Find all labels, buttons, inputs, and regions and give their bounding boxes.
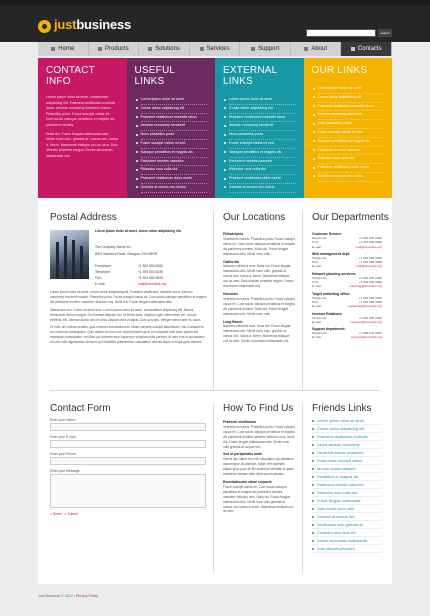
- band-link[interactable]: Parturient montes nascetur: [135, 159, 208, 165]
- band-link[interactable]: Praesent vestibulum molestie lacus: [223, 115, 296, 121]
- section-title-friends-links: Friends Links: [312, 403, 372, 414]
- department-label: E-mail:: [312, 284, 322, 289]
- howto-text: Fusce suscipit varius mi. Cum sociis natoque penatibus et magnis dis parturient montes nascetur ridiculus mus. Nulla dui. Fusce feugiat malesuada odio. Morbi nunc odio gravida at cursus nec luctus a lorem. Maecenas tristique orci ac sem.: [223, 484, 294, 514]
- main-nav: [38, 42, 392, 56]
- department-row: [312, 284, 382, 288]
- location-city: California: [223, 259, 239, 264]
- department-name: Customer Service:: [312, 232, 342, 236]
- location-city: Philadelphia: [223, 232, 243, 236]
- site-footer: Just Business © 2013 | Privacy Policy: [38, 594, 99, 598]
- friend-link[interactable]: Parturient montes nascetur: [312, 481, 382, 489]
- friend-link[interactable]: Conse ctetur adipisicing elit: [312, 425, 382, 433]
- band-link[interactable]: Aenean nonummy hendrerit: [135, 123, 208, 129]
- friend-link[interactable]: Ridiculus mus nulla dui: [312, 489, 382, 497]
- band-link[interactable]: Ridiculus mus nulla dui: [223, 167, 296, 173]
- nav-item-about[interactable]: About: [291, 42, 342, 56]
- band-link[interactable]: Parturient montes nascetur: [312, 148, 385, 154]
- company-name: The Company Name Inc.: [95, 245, 132, 249]
- friend-link[interactable]: Fusce feugiat malesuada: [312, 497, 382, 505]
- nav-item-contacts[interactable]: Contacts: [341, 42, 392, 56]
- divider: [302, 403, 303, 573]
- building-photo: [50, 230, 89, 279]
- section-title-postal: Postal Address: [50, 212, 117, 223]
- name-field[interactable]: [50, 423, 206, 431]
- department-label: FAX:: [312, 240, 319, 245]
- divider: [50, 390, 380, 391]
- department-label: E-mail:: [312, 244, 322, 249]
- department-row: [312, 320, 382, 324]
- department-label: E-mail:: [312, 335, 322, 340]
- services-icon: [200, 47, 204, 51]
- department-label: E-mail:: [312, 319, 322, 324]
- department-row: [312, 245, 382, 249]
- company-address: 8901 Marmora Road, Glasgow, D04 89GR.: [95, 252, 159, 256]
- band-link[interactable]: Aenean nonummy hendrerit: [312, 112, 385, 118]
- search-button[interactable]: search: [378, 29, 392, 37]
- band-external-links: [215, 58, 304, 198]
- address-value: +1 800 559 6580: [138, 264, 163, 268]
- email-field[interactable]: [50, 440, 206, 448]
- band-link[interactable]: Nunc phasellus porta: [223, 132, 296, 138]
- friend-link[interactable]: Odio morbi nunc odio: [312, 505, 382, 513]
- department-value: +1 959 603 6035: [358, 295, 382, 300]
- address-label: FAX:: [95, 276, 103, 280]
- friend-link[interactable]: Vestibulum odio gravida at: [312, 521, 382, 529]
- section-title-how-to-find-us: How To Find Us: [223, 403, 294, 414]
- band-link[interactable]: Praesent vestibulum molestie lacus: [312, 104, 385, 110]
- band-link[interactable]: Aenean nonummy hendrerit: [223, 123, 296, 129]
- department-name: Support department:: [312, 327, 346, 332]
- address-label: E-mail:: [95, 282, 106, 286]
- friend-link[interactable]: Praesent vestibulum molestie: [312, 433, 382, 441]
- location-city: Long Beach: [223, 319, 243, 324]
- department-value: +1 959 603 6035: [358, 275, 382, 280]
- department-name: Network planning services:: [312, 271, 357, 276]
- band-link[interactable]: Natoque penatibus et magnis dis: [135, 150, 208, 156]
- band-contact-info: [38, 58, 127, 198]
- reset-button[interactable]: » Reset: [50, 512, 62, 516]
- department-label: Telephone:: [312, 236, 328, 240]
- message-label: Enter your Message:: [50, 469, 81, 473]
- nav-item-products[interactable]: Products: [89, 42, 140, 56]
- department-label: Telephone:: [312, 315, 328, 320]
- privacy-policy-link[interactable]: Privacy Policy: [75, 594, 99, 598]
- location-text: Vestibulum mauris. Phasellus porta. Fusce suscipit varius mi. Cum sociis natoque penatibus et magnis dis parturient montes. Nulla dui. Fusce feugiat malesuada odio. Morbi nunc odio.: [223, 296, 295, 316]
- department-name: Web management dept:: [312, 251, 351, 256]
- color-bands: [38, 58, 392, 198]
- name-label: Enter your Name:: [50, 418, 76, 422]
- email-link[interactable]: mail@demolink.org: [138, 282, 167, 286]
- band-link[interactable]: Conse ctetur adipisicing elit: [312, 95, 385, 101]
- band-title: EXTERNAL LINKS: [223, 65, 278, 87]
- band-link[interactable]: Conse ctetur adipisicing elit: [223, 106, 296, 112]
- site-header: [0, 6, 430, 42]
- section-title-contact-form: Contact Form: [50, 403, 111, 414]
- friend-link[interactable]: Duis ultricies pharetra: [312, 545, 382, 553]
- department-row: [312, 304, 382, 308]
- department-value: +1 504 889 9898: [358, 280, 382, 285]
- band-link[interactable]: Praesent vestibulum dolor morbi: [312, 165, 385, 171]
- department-name: Target marketing office:: [312, 291, 351, 296]
- copyright: Just Business © 2013: [38, 594, 73, 598]
- department-row: [312, 264, 382, 268]
- support-icon: [251, 47, 255, 51]
- department-value: +1 959 603 6035: [358, 255, 382, 260]
- contacts-icon: [351, 47, 355, 51]
- department-label: E-mail:: [312, 264, 322, 269]
- band-link[interactable]: Gravida at cursus nec luctus: [223, 185, 296, 191]
- department-email-link[interactable]: mail@demolink.org: [355, 244, 382, 249]
- logo-icon[interactable]: [38, 20, 51, 33]
- band-link[interactable]: Lorem ipsum dolor sit amet: [223, 97, 296, 103]
- department-label: Telephone:: [312, 331, 328, 336]
- department-email-link[interactable]: mail@demolink.org: [355, 264, 382, 269]
- address-value: +1 504 889 9898: [138, 276, 163, 280]
- location-text: Vestibulum mauris. Phasellus porta. Fusce suscipit varius mi. Cum sociis natoque penatibus et magnis dis parturient montes. Nulla dui. Fusce feugiat malesuada odio. Morbi nunc odio.: [223, 236, 295, 256]
- divider: [302, 210, 303, 390]
- submit-button[interactable]: » Submit: [64, 512, 78, 516]
- band-our-links: [304, 58, 393, 198]
- band-link[interactable]: Fusce suscipit varius mi sed: [135, 141, 208, 147]
- nav-item-home[interactable]: Home: [38, 42, 89, 56]
- nav-item-solutions[interactable]: Solutions: [139, 42, 190, 56]
- department-value: +1 959 603 6035: [358, 236, 382, 240]
- band-link[interactable]: Praesent vestibulum molestie lacus: [135, 115, 208, 121]
- divider: [213, 210, 214, 390]
- howto-heading: Praesent vestibulum: [223, 420, 257, 424]
- department-value: +1 959 603 6035: [358, 315, 382, 320]
- band-link[interactable]: Nunc phasellus porta: [135, 132, 208, 138]
- howto-text: Vestibulum mauris. Phasellus porta. Fusce suscipit varius mi. Cum sociis natoque penatibus et magnis dis parturient montes nascetur ridiculus mus. Nulla dui. Fusce feugiat malesuada odio. Morbi nunc odio gravida at cursus nec.: [223, 424, 295, 449]
- address-label: Telephone:: [95, 270, 112, 274]
- band-link[interactable]: Gravida at cursus nec luctus: [135, 185, 208, 191]
- contact-form: [50, 414, 206, 516]
- band-link[interactable]: Lorem ipsum dolor sit amet: [312, 86, 385, 92]
- search-input[interactable]: [306, 29, 376, 37]
- band-text: Nulla dui. Fusce feugiat malesuada odio. Morbi nunc odio, gravida at, cursus nec, luctus a, lorem. Maecenas tristique orci ac sem. Duis ultricies pharetra magna. Donec accumsan malesuada orci.: [46, 131, 119, 158]
- band-link[interactable]: Praesent vestibulum dolor morbi: [135, 176, 208, 182]
- band-link[interactable]: Lorem ipsum dolor sit amet: [135, 97, 208, 103]
- department-value: +1 959 603 6035: [358, 331, 382, 336]
- solutions-icon: [148, 47, 152, 51]
- home-icon: [51, 47, 55, 51]
- friend-link[interactable]: Gravida at cursus nec: [312, 513, 382, 521]
- products-icon: [98, 47, 102, 51]
- nav-item-services[interactable]: Services: [190, 42, 241, 56]
- department-email-link[interactable]: planning@demolink.org: [349, 284, 382, 289]
- address-value: +1 959 603 6035: [138, 270, 163, 274]
- friend-link[interactable]: Curabitur sed risus vel: [312, 529, 382, 537]
- department-label: FAX:: [312, 260, 319, 265]
- department-email-link[interactable]: marketing@demolink.org: [347, 304, 382, 309]
- logo[interactable]: justbusiness: [54, 17, 132, 32]
- howto-heading: Exercitationem ullam corporis: [223, 479, 272, 484]
- friend-link[interactable]: Hendrerit mauris phasellus: [312, 449, 382, 457]
- postal-lead: Lorem ipsum dolor sit amet, conse ctetur adipisicing elit.: [95, 229, 182, 233]
- howto-heading: Sed ut perspiciatis unde: [223, 452, 263, 457]
- department-row: [312, 335, 382, 339]
- friend-link[interactable]: Penatibus et magnis dis: [312, 473, 382, 481]
- friend-link[interactable]: Porta fusce suscipit varius: [312, 457, 382, 465]
- divider: [213, 403, 214, 573]
- friend-link[interactable]: Donec accumsan malesuada: [312, 537, 382, 545]
- main-content: [38, 198, 392, 584]
- section-title-locations: Our Locations: [223, 212, 286, 223]
- band-useful-links: [127, 58, 216, 198]
- band-link[interactable]: Natoque penatibus et magnis dis: [312, 139, 385, 145]
- message-field[interactable]: [50, 474, 206, 508]
- location-text: Nascetur ridiculus mus. Nulla dui. Fusce feugiat malesuada odio. Morbi nunc odio, gravida at, cursus nec, luctus a, lorem. Maecenas tristique orci ac sem. Donec accumsan malesuada orci.: [223, 324, 291, 344]
- friend-link[interactable]: Mi cum sociis natoque: [312, 465, 382, 473]
- band-link[interactable]: Nunc phasellus porta: [312, 121, 385, 127]
- department-value: +1 504 889 9898: [358, 240, 382, 245]
- band-link[interactable]: Conse ctetur adipisicing elit: [135, 106, 208, 112]
- location-text: Nascetur ridiculus mus. Nulla dui. Fusce feugiat malesuada odio. Morbi nunc odio, gravida at, cursus nec, luctus a, lorem. Maecenas tristique orci ac sem. Duis ultricies pharetra magna. Donec accumsan malesuada orci.: [223, 264, 294, 289]
- department-label: Telephone:: [312, 295, 328, 300]
- section-title-departments: Our Departments: [312, 212, 389, 223]
- band-link[interactable]: Praesent vestibulum dolor morbi: [223, 176, 296, 182]
- about-icon: [304, 47, 308, 51]
- band-title: OUR LINKS: [311, 65, 368, 76]
- address-label: Freephone:: [95, 264, 112, 268]
- department-label: Telephone:: [312, 275, 328, 280]
- department-label: FAX:: [312, 280, 319, 285]
- band-link[interactable]: Fusce suscipit varius mi sed: [223, 141, 296, 147]
- department-label: FAX:: [312, 299, 319, 304]
- location-city: Honolulu: [223, 291, 238, 296]
- department-email-link[interactable]: support@demolink.org: [350, 335, 382, 340]
- department-value: +1 504 889 9898: [358, 299, 382, 304]
- department-label: E-mail:: [312, 304, 322, 309]
- band-title: CONTACT INFO: [46, 65, 95, 87]
- phone-field[interactable]: [50, 457, 206, 465]
- department-name: Investor Relations:: [312, 311, 343, 316]
- band-link[interactable]: Gravida at cursus nec luctus: [312, 174, 385, 180]
- band-link[interactable]: Fusce suscipit varius mi sed: [312, 130, 385, 136]
- nav-item-support[interactable]: Support: [240, 42, 291, 56]
- band-link[interactable]: Parturient montes nascetur: [223, 159, 296, 165]
- friend-link[interactable]: Lacus aenean nonummy: [312, 441, 382, 449]
- department-label: Telephone:: [312, 255, 328, 260]
- department-email-link[interactable]: investor@demolink.org: [350, 319, 382, 324]
- email-label: Enter your E-mail:: [50, 435, 77, 439]
- friend-link[interactable]: Lorem ipsum dolor sit amet: [312, 417, 382, 425]
- band-link[interactable]: Natoque penatibus et magnis dis: [223, 150, 296, 156]
- department-value: +1 504 889 9898: [358, 260, 382, 265]
- phone-label: Enter your Phone:: [50, 452, 77, 456]
- band-link[interactable]: Ridiculus mus nulla dui: [312, 156, 385, 162]
- postal-body: Lorem ipsum dolor sit amet, conse ctetur adipisicing elit. Praesent vestibulum molestie lacus. Aenean nonummy hendrerit mauris. Phasellus porta. Fusce suscipit varius mi. Cum sociis natoque penatibus et magnis dis parturient montes, nascetur ridiculus mus. Nulla dui. Fusce feugiat malesuada odio. Malesuada orci. Donec sit amet eros. Lorem ipsum dolor sit amet, consectetuer adipiscing elit. Mauris fermentum dictum magna. Sed laoreet aliquam leo. Ut tellus dolor, dapibus eget, elementum vel, cursus eleifend, elit. Aenean auctor wisi et urna. Aliquam erat volutpat. Duis ac turpis. Integer rutrum ante eu lacus. Ut enim ad minima veniam, quis nostrum exercitationem. Ullam corporis suscipit laboriosam, nisi ut aliquid ex ea commodi consequatur. Quis autem vel eum iure reprehenderit qui in ea voluptate velit esse quam nihil molestiae consequatur, vel illum qui dolorem eum fugiat quo voluptas nulla pariatur. At vero eos et accusamus et iusto odio dignissimos ducimus qui blanditiis praesentium voluptatum deleniti atque corrupti quos dolores.: [50, 290, 207, 345]
- howto-text: Omnis iste natus error sit voluptatem accusantium doloremque laudantium, totam rem aperiam, eaque ipsa quae ab illo inventore veritatis et quasi architecto beatae vitae dicta sunt explicabo.: [223, 457, 294, 477]
- band-link[interactable]: Ridiculus mus nulla dui: [135, 167, 208, 173]
- band-text: Lorem ipsum dolor sit amet, consectetur adipisicing elit. Praesent vestibulum molestie lacus. Aenean nonummy hendrerit mauris. Phasellus porta. Fusce suscipit varius mi. Cum sociis natoque penatibus et magnis dis parturient montes.: [46, 95, 116, 127]
- band-title: USEFUL LINKS: [134, 65, 175, 87]
